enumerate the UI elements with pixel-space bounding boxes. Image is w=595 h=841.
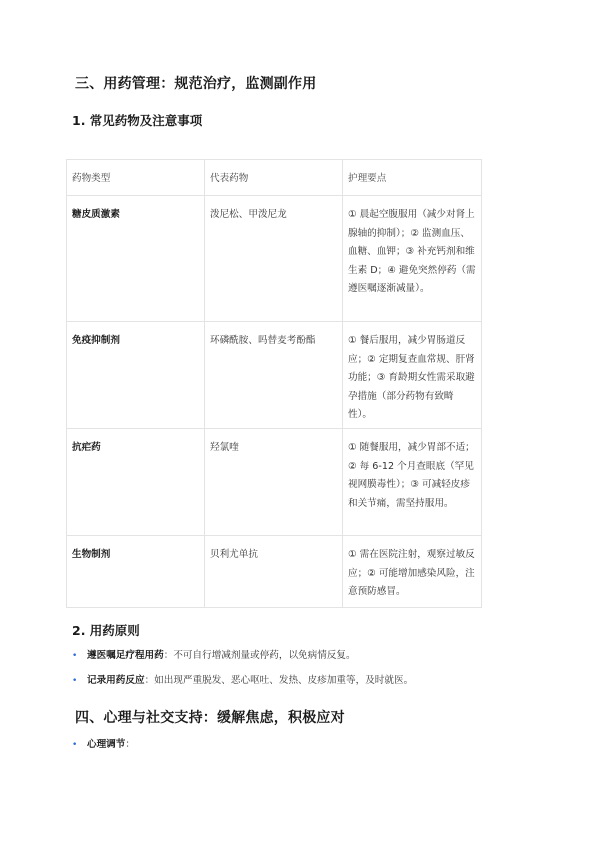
list-item [72, 649, 413, 674]
table-row [67, 196, 482, 322]
bullet-icon: • [72, 740, 78, 750]
drug-name-cell: 贝利尤单抗 [205, 536, 343, 608]
bullet-icon: • [72, 676, 78, 686]
care-notes-cell: ① 晨起空腹服用（减少对肾上腺轴的抑制）；② 监测血压、血糖、血钾；③ 补充钙剂和维生素 D；④ 避免突然停药（需遵医嘱逐渐减量）。 [343, 196, 482, 322]
table-row [67, 536, 482, 608]
list-item-text: ：如出现严重脱发、恶心呕吐、发热、皮疹加重等，及时就医。 [144, 675, 414, 686]
care-notes-cell: ① 需在医院注射，观察过敏反应；② 可能增加感染风险，注意预防感冒。 [343, 536, 482, 608]
medication-table [66, 159, 482, 608]
table-row [67, 429, 482, 536]
psychosocial-list [72, 738, 135, 763]
care-notes-cell: ① 餐后服用，减少胃肠道反应；② 定期复查血常规、肝肾功能；③ 育龄期女性需采取避孕措施（部分药物有致畸性）。 [343, 322, 482, 429]
drug-type-cell: 糖皮质激素 [67, 196, 205, 322]
list-item-label: 记录用药反应 [87, 675, 145, 686]
table-header-row [67, 160, 482, 196]
list-item [72, 674, 413, 699]
drug-name-cell: 环磷酰胺、吗替麦考酚酯 [205, 322, 343, 429]
table-row [67, 322, 482, 429]
table-header-cell: 代表药物 [205, 160, 343, 196]
drug-type-cell: 抗疟药 [67, 429, 205, 536]
list-item-text: ：不可自行增减剂量或停药，以免病情反复。 [163, 650, 356, 661]
subheading-common-drugs: 1. 常见药物及注意事项 [72, 113, 203, 128]
table-header-cell: 护理要点 [343, 160, 482, 196]
drug-type-cell: 生物制剂 [67, 536, 205, 608]
principles-list [72, 649, 413, 699]
section-heading-psychosocial: 四、心理与社交支持：缓解焦虑，积极应对 [75, 710, 345, 726]
section-heading-medication: 三、用药管理：规范治疗，监测副作用 [75, 76, 317, 92]
list-item-label: 遵医嘱足疗程用药 [87, 650, 164, 661]
table-header-cell: 药物类型 [67, 160, 205, 196]
list-item-label: 心理调节 [87, 739, 126, 750]
drug-type-cell: 免疫抑制剂 [67, 322, 205, 429]
care-notes-cell: ① 随餐服用，减少胃部不适；② 每 6-12 个月查眼底（罕见视网膜毒性）；③ 可减轻皮疹和关节痛，需坚持服用。 [343, 429, 482, 536]
list-item [72, 738, 135, 763]
drug-name-cell: 羟氯喹 [205, 429, 343, 536]
list-item-text: ： [125, 739, 135, 750]
bullet-icon: • [72, 651, 78, 661]
subheading-medication-principles: 2. 用药原则 [72, 623, 140, 638]
drug-name-cell: 泼尼松、甲泼尼龙 [205, 196, 343, 322]
